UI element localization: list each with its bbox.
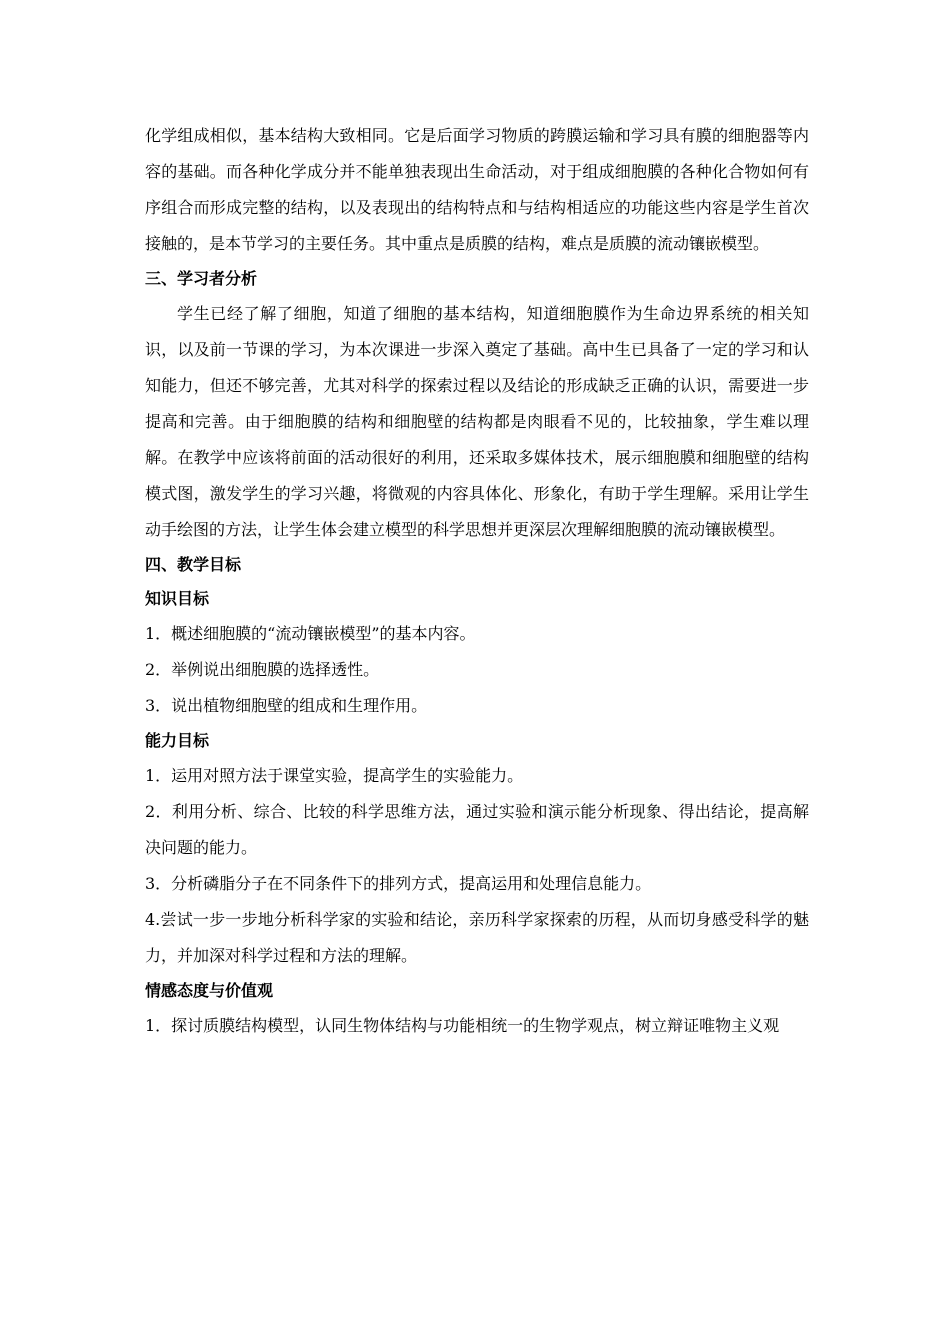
list-item: 2．利用分析、综合、比较的科学思维方法，通过实验和演示能分析现象、得出结论，提高解决问题的能力。: [145, 802, 809, 857]
list-item: 4.尝试一步一步地分析科学家的实验和结论，亲历科学家探索的历程，从而切身感受科学的魅力，并加深对科学过程和方法的理解。: [145, 910, 809, 965]
list-item: 2．举例说出细胞膜的选择透性。: [145, 660, 380, 679]
section-heading-learner-analysis: 三、学习者分析: [145, 269, 258, 288]
section-heading-teaching-goals: 四、教学目标: [145, 555, 242, 574]
list-item: 1．探讨质膜结构模型，认同生物体结构与功能相统一的生物学观点，树立辩证唯物主义观: [145, 1016, 780, 1035]
list-item: 3．说出植物细胞壁的组成和生理作用。: [145, 696, 428, 715]
document-page: [145, 118, 809, 1044]
subheading-attitude-values: 情感态度与价值观: [145, 981, 274, 1000]
intro-paragraph: 化学组成相似，基本结构大致相同。它是后面学习物质的跨膜运输和学习具有膜的细胞器等内容的基础。而各种化学成分并不能单独表现出生命活动，对于组成细胞膜的各种化合物如何有序组合而形成完整的结构，以及表现出的结构特点和与结构相适应的功能这些内容是学生首次接触的，是本节学习的主要任务。其中重点是质膜的结构，难点是质膜的流动镶嵌模型。: [145, 126, 809, 253]
learner-analysis-paragraph: 学生已经了解了细胞，知道了细胞的基本结构，知道细胞膜作为生命边界系统的相关知识，以及前一节课的学习，为本次课进一步深入奠定了基础。高中生已具备了一定的学习和认知能力，但还不够完善，尤其对科学的探索过程以及结论的形成缺乏正确的认识，需要进一步提高和完善。由于细胞膜的结构和细胞壁的结构都是肉眼看不见的，比较抽象，学生难以理解。在教学中应该将前面的活动很好的利用，还采取多媒体技术，展示细胞膜和细胞壁的结构模式图，激发学生的学习兴趣，将微观的内容具体化、形象化，有助于学生理解。采用让学生动手绘图的方法，让学生体会建立模型的科学思想并更深层次理解细胞膜的流动镶嵌模型。: [145, 304, 809, 539]
list-item: 1．运用对照方法于课堂实验，提高学生的实验能力。: [145, 766, 524, 785]
subheading-ability-goals: 能力目标: [145, 731, 210, 750]
list-item: 3．分析磷脂分子在不同条件下的排列方式，提高运用和处理信息能力。: [145, 874, 652, 893]
subheading-knowledge-goals: 知识目标: [145, 589, 210, 608]
list-item: 1．概述细胞膜的“流动镶嵌模型”的基本内容。: [145, 624, 476, 643]
